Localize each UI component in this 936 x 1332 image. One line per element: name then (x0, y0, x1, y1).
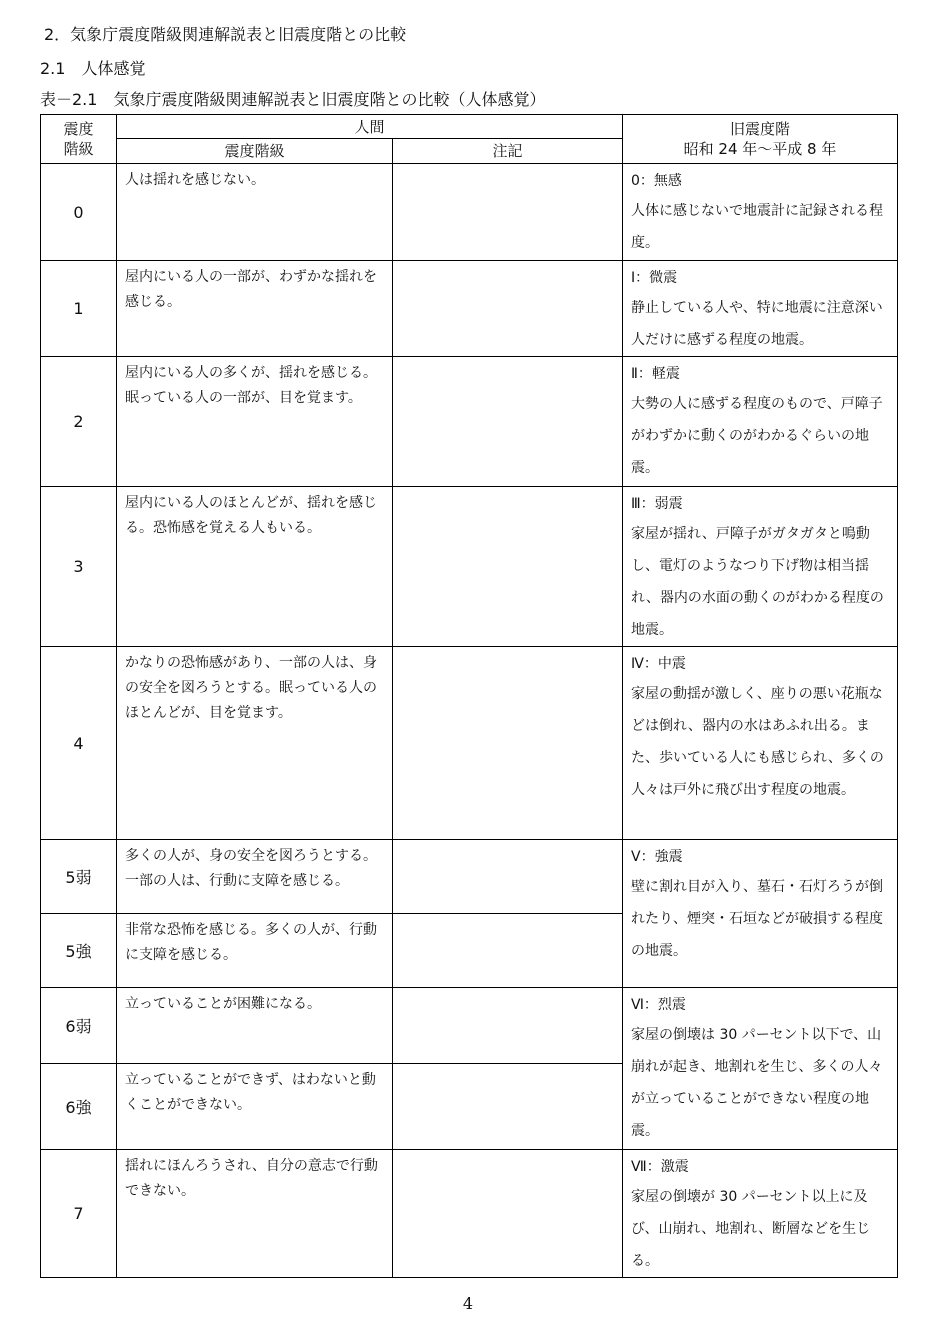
old-scale-cell (623, 840, 898, 988)
old-scale-cell (623, 164, 898, 261)
old-scale-title: Ⅱ：軽震 (631, 366, 680, 382)
old-scale-title: Ⅰ：微震 (631, 270, 678, 286)
old-scale-cell (623, 647, 898, 840)
old-scale-desc: 静止している人や、特に地震に注意深い人だけに感ずる程度の地震。 (631, 300, 883, 348)
description-cell: 屋内にいる人の多くが、揺れを感じる。眠っている人の一部が、目を覚ます。 (117, 357, 393, 487)
old-scale-cell (623, 1150, 898, 1278)
description-cell: 立っていることが困難になる。 (117, 988, 393, 1064)
human-group-header: 人間 (117, 115, 623, 139)
old-scale-title: Ⅵ：烈震 (631, 997, 686, 1013)
table-row (41, 164, 898, 261)
intensity-comparison-table (40, 114, 898, 1278)
note-column-header: 注記 (393, 139, 623, 164)
description-cell: 人は揺れを感じない。 (117, 164, 393, 261)
page-number: 4 (462, 1294, 474, 1313)
description-cell: かなりの恐怖感があり、一部の人は、身の安全を図ろうとする。眠っている人のほとんどが、目を覚ます。 (117, 647, 393, 840)
level-cell: 1 (41, 261, 117, 357)
level-cell: 0 (41, 164, 117, 261)
old-scale-desc: 大勢の人に感ずる程度のもので、戸障子がわずかに動くのがわかるぐらいの地震。 (631, 396, 883, 476)
level-cell: 3 (41, 487, 117, 647)
table-row (41, 840, 898, 914)
old-scale-header (623, 115, 898, 164)
old-scale-cell (623, 261, 898, 357)
table-row (41, 487, 898, 647)
old-scale-cell (623, 988, 898, 1150)
old-scale-title: 0：無感 (631, 173, 682, 189)
level-cell: 6強 (41, 1064, 117, 1150)
table-caption: 表－2.1 気象庁震度階級関連解説表と旧震度階との比較（人体感覚） (40, 90, 546, 109)
table-row (41, 647, 898, 840)
level-cell: 4 (41, 647, 117, 840)
old-scale-cell (623, 357, 898, 487)
old-scale-title: Ⅴ：強震 (631, 849, 683, 865)
description-cell: 非常な恐怖を感じる。多くの人が、行動に支障を感じる。 (117, 914, 393, 988)
description-cell: 屋内にいる人のほとんどが、揺れを感じる。恐怖感を覚える人もいる。 (117, 487, 393, 647)
level-cell: 5弱 (41, 840, 117, 914)
level-cell: 6弱 (41, 988, 117, 1064)
old-scale-title: Ⅲ：弱震 (631, 496, 683, 512)
note-cell (393, 914, 623, 988)
note-cell (393, 840, 623, 914)
table-row (41, 988, 898, 1064)
old-scale-desc: 家屋の倒壊が 30 パーセント以上に及び、山崩れ、地割れ、断層などを生じる。 (631, 1189, 871, 1269)
table-row (41, 357, 898, 487)
note-cell (393, 261, 623, 357)
level-cell: 7 (41, 1150, 117, 1278)
table-row (41, 261, 898, 357)
old-scale-period: 昭和 24 年～平成 8 年 (683, 140, 837, 158)
description-cell: 屋内にいる人の一部が、わずかな揺れを感じる。 (117, 261, 393, 357)
table-row (41, 1150, 898, 1278)
note-cell (393, 647, 623, 840)
description-cell: 揺れにほんろうされ、自分の意志で行動できない。 (117, 1150, 393, 1278)
note-cell (393, 1064, 623, 1150)
old-scale-title: Ⅶ：激震 (631, 1159, 689, 1175)
description-cell: 立っていることができず、はわないと動くことができない。 (117, 1064, 393, 1150)
note-cell (393, 487, 623, 647)
level-cell: 2 (41, 357, 117, 487)
old-scale-desc: 家屋の倒壊は 30 パーセント以下で、山崩れが起き、地割れを生じ、多くの人々が立っていることができない程度の地震。 (631, 1027, 883, 1139)
note-cell (393, 988, 623, 1064)
old-scale-desc: 壁に割れ目が入り、墓石・石灯ろうが倒れたり、煙突・石垣などが破損する程度の地震。 (631, 879, 884, 959)
level-column-header: 震度 階級 (41, 115, 117, 164)
old-scale-title: Ⅳ：中震 (631, 656, 686, 672)
old-scale-desc: 家屋が揺れ、戸障子がガタガタと鳴動し、電灯のようなつり下げ物は相当揺れ、器内の水面の動くのがわかる程度の地震。 (631, 526, 884, 638)
description-cell: 多くの人が、身の安全を図ろうとする。一部の人は、行動に支障を感じる。 (117, 840, 393, 914)
section-heading: 2．気象庁震度階級関連解説表と旧震度階との比較 (44, 25, 407, 44)
old-scale-desc: 人体に感じないで地震計に記録される程度。 (631, 203, 884, 251)
note-cell (393, 164, 623, 261)
level-cell: 5強 (41, 914, 117, 988)
note-cell (393, 1150, 623, 1278)
old-scale-desc: 家屋の動揺が激しく、座りの悪い花瓶などは倒れ、器内の水はあふれ出る。また、歩いている人にも感じられ、多くの人々は戸外に飛び出す程度の地震。 (631, 686, 884, 798)
intensity-column-header: 震度階級 (117, 139, 393, 164)
old-scale-cell (623, 487, 898, 647)
subsection-heading: 2.1 人体感覚 (40, 59, 146, 78)
old-scale-title: 旧震度階 (730, 120, 791, 138)
note-cell (393, 357, 623, 487)
